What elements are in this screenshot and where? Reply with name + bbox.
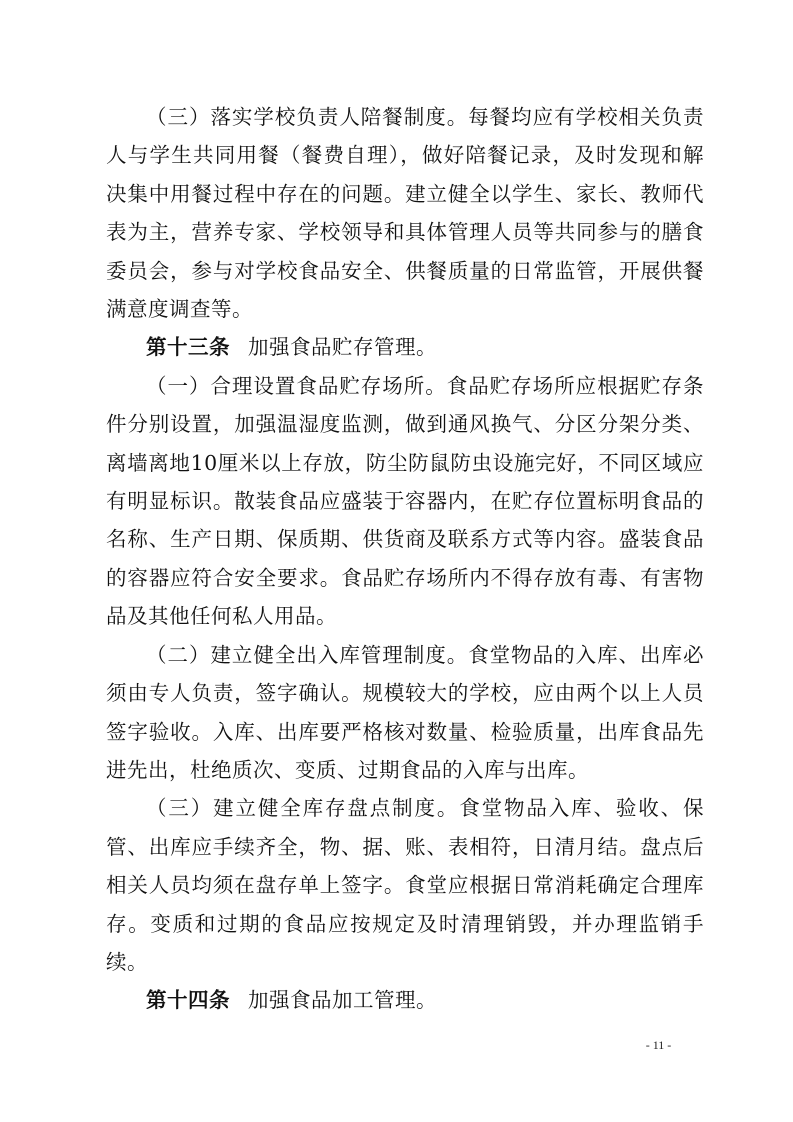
paragraph-accompany-meal-system [106, 98, 704, 328]
paragraph-inventory-inout [106, 636, 704, 790]
paragraph-text: （二）建立健全出入库管理制度。食堂物品的入库、出库必须由专人负责，签字确认。规模较大的学校，应由两个以上人员签字验收。入库、出库要严格核对数量、检验质量，出库食品先进先出，杜绝质次、变质、过期食品的入库与出库。 [106, 642, 704, 782]
paragraph-text: （三）落实学校负责人陪餐制度。每餐均应有学校相关负责人与学生共同用餐（餐费自理），做好陪餐记录，及时发现和解决集中用餐过程中存在的问题。建立健全以学生、家长、教师代表为主，营养专家、学校领导和具体管理人员等共同参与的膳食委员会，参与对学校食品安全、供餐质量的日常监管，开展供餐满意度调查等。 [106, 105, 704, 322]
article-number: 第十三条 [146, 335, 230, 360]
article-title: 加强食品加工管理。 [248, 988, 437, 1013]
paragraph-stock-check [106, 789, 704, 981]
article-14-heading [106, 981, 704, 1019]
paragraph-text: （三）建立健全库存盘点制度。食堂物品入库、验收、保管、出库应手续齐全，物、据、账、表相符，日清月结。盘点后相关人员均须在盘存单上签字。食堂应根据日常消耗确定合理库存。变质和过期的食品应按规定及时清理销毁，并办理监销手续。 [106, 796, 704, 974]
article-number: 第十四条 [146, 988, 230, 1013]
page-number [0, 1038, 793, 1053]
page-number-text: - 11 - [645, 1038, 672, 1052]
document-body [106, 98, 704, 1020]
paragraph-text: （一）合理设置食品贮存场所。食品贮存场所应根据贮存条件分别设置，加强温湿度监测，做到通风换气、分区分架分类、离墙离地10厘米以上存放，防尘防鼠防虫设施完好，不同区域应有明显标识。散装食品应盛装于容器内，在贮存位置标明食品的名称、生产日期、保质期、供货商及联系方式等内容。盛装食品的容器应符合安全要求。食品贮存场所内不得存放有毒、有害物品及其他任何私人用品。 [106, 373, 704, 629]
article-title: 加强食品贮存管理。 [248, 335, 437, 360]
article-13-heading [106, 328, 704, 366]
paragraph-storage-location [106, 367, 704, 636]
